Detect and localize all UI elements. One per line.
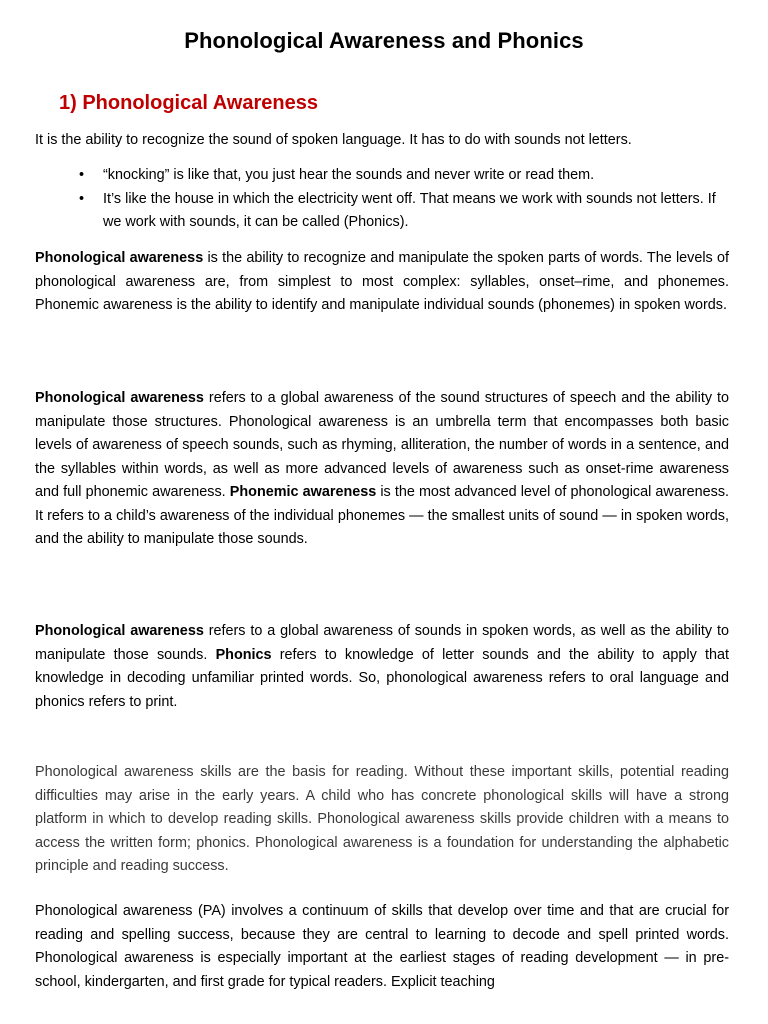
intro-paragraph: It is the ability to recognize the sound of spoken language. It has to do with sounds not letters. <box>35 132 632 148</box>
bullet-list <box>35 164 729 235</box>
bold-term: Phonemic awareness <box>229 484 377 500</box>
paragraph-5: Phonological awareness (PA) involves a continuum of skills that develop over time and that are crucial for reading and spelling success, because they are central to learning to decode and spell printed words. Phonological awareness is especially important at the earliest stages of reading development — in pre-school, kindergarten, and first grade for typical readers. Explicit teaching <box>35 903 729 990</box>
section-heading: 1) Phonological Awareness <box>59 92 318 114</box>
list-item: • “knocking” is like that, you just hear the sounds and never write or read them. <box>35 164 729 188</box>
bullet-icon: • <box>79 190 85 207</box>
bold-term: Phonological awareness <box>35 623 204 639</box>
paragraph-4: Phonological awareness skills are the basis for reading. Without these important skills, potential reading difficulties may arise in the early years. A child who has concrete phonological skills will have a strong platform in which to develop reading skills. Phonological awareness skills provide children with a means to access the written form; phonics. Phonological awareness is a foundation for understanding the alphabetic principle and reading success. <box>35 764 729 874</box>
bold-term: Phonics <box>215 646 272 663</box>
list-item: • It’s like the house in which the electricity went off. That means we work with sounds not letters. If we work with sounds, it can be called (Phonics). <box>35 188 729 235</box>
paragraph-3: Phonological awareness refers to a global awareness of sounds in spoken words, as well as the ability to manipulate those sounds. Phonics refers to knowledge of letter sounds and the ability to apply that knowledge in decoding unfamiliar printed words. So, phonological awareness refers to oral language and phonics refers to print. <box>35 623 729 710</box>
bold-term: Phonological awareness <box>35 250 204 266</box>
bullet-icon: • <box>79 167 85 183</box>
paragraph-2: Phonological awareness refers to a global awareness of the sound structures of speech and the ability to manipulate those structures. Phonological awareness is an umbrella term that encompasses both basic levels of awareness of speech sounds, such as rhyming, alliteration, the number of words in a sentence, and the syllables within words, as well as more advanced levels of awareness such as onset-rime awareness and full phonemic awareness. Phonemic awareness is the most advanced level of phonological awareness. It refers to a child’s awareness of the individual phonemes — the smallest units of sound — in spoken words, and the ability to manipulate those sounds. <box>35 390 730 547</box>
document-title: Phonological Awareness and Phonics <box>184 28 584 53</box>
paragraph-1: Phonological awareness is the ability to recognize and manipulate the spoken parts of words. The levels of phonological awareness are, from simplest to most complex: syllables, onset–rime, and phonemes. Phonemic awareness is the ability to identify and manipulate individual sounds (phonemes) in spoken words. <box>35 250 729 313</box>
bold-term: Phonological awareness <box>35 390 204 406</box>
